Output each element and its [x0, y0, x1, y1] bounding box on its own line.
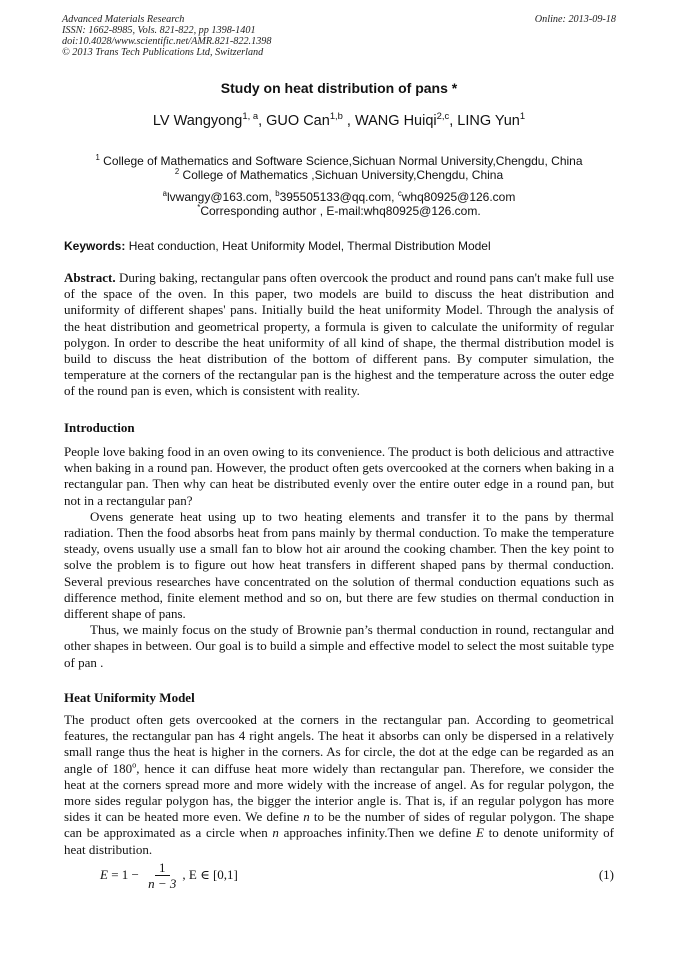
author-sep: , — [449, 113, 458, 129]
paper-title: Study on heat distribution of pans * — [220, 80, 458, 96]
paragraph: Thus, we mainly focus on the study of Brownie pan’s thermal conduction in round, rectangular and other shapes in between. Our goal is to build a simple and effective model to select the most suitable type of pan . — [64, 622, 614, 670]
author-sep: , — [342, 113, 355, 129]
text-run: to denote uniformity of heat distribution. — [64, 825, 614, 857]
affiliation-sup: 1 — [95, 153, 100, 162]
paragraph — [64, 712, 614, 858]
author-sup: 1, a — [242, 110, 259, 122]
copyright-line: © 2013 Trans Tech Publications Ltd, Switzerland — [62, 47, 264, 58]
equation-number: (1) — [598, 867, 614, 882]
author-name: GUO Can — [266, 113, 330, 129]
doi-line: doi:10.4028/www.scientific.net/AMR.821-822.1398 — [62, 36, 272, 47]
abstract-label: Abstract. — [64, 270, 116, 285]
abstract-text: During baking, rectangular pans often overcook the product and round pans can't make full use of the space of the oven. In this paper, two models are build to discuss the heat distribution and uniformity of different shapes' pans. Initially build the heat uniformity Model. Through the analysis of the heat distribution and geometrical property, a formula is given to calculate the uniformity of regular polygon. In order to describe the heat uniformity of all kind of shape, the thermal distribution model is build to discuss the heat distribution of the bottom of different pans. By computer simulation, the temperature at the corners of the rectangular pan is the highest and the temperature across the outer edge of the round pan is even, which is consistent with reality. — [64, 270, 614, 399]
author-sep: , — [258, 113, 267, 129]
abstract — [64, 270, 614, 400]
corresponding-author — [0, 204, 678, 218]
introduction-body — [64, 444, 614, 671]
author-sup: 2,c — [436, 110, 450, 122]
affiliation-text: College of Mathematics and Software Science,Sichuan Normal University,Chengdu, China — [103, 154, 583, 168]
fraction — [144, 860, 180, 891]
keywords — [64, 239, 491, 253]
affiliation-2 — [0, 168, 678, 182]
heat-model-body — [64, 712, 614, 858]
journal-name: Advanced Materials Research — [62, 14, 185, 25]
keywords-label: Keywords: — [64, 239, 126, 253]
email-sup: a — [162, 189, 167, 198]
affiliation-sup: 2 — [174, 167, 180, 176]
section-heading-heat-uniformity-model: Heat Uniformity Model — [64, 690, 195, 705]
affiliation-text: College of Mathematics ,Sichuan University,Chengdu, China — [182, 168, 504, 182]
email-address: 395505133@qq.com, — [279, 190, 398, 204]
affiliation-1 — [0, 154, 678, 168]
text-run: to be the number of sides of regular polygon. The shape can be approximated as a circle when — [64, 809, 614, 841]
section-heading-introduction: Introduction — [64, 420, 135, 435]
text-run: The product often gets overcooked at the corners in the rectangular pan. According to geometrical features, the rectangular pan has 4 right angels. The heat it absorbs can only be dispersed in a relatively small range thus the heat is higher in the corners. As for circle, the dot at the edge can be regarded as an angle of 180 — [64, 712, 614, 776]
math-var: n — [272, 825, 279, 841]
email-sup: b — [275, 189, 280, 198]
keywords-text: Heat conduction, Heat Uniformity Model, Thermal Distribution Model — [125, 239, 491, 253]
equation-1 — [100, 856, 614, 894]
corresponding-sup: * — [197, 203, 201, 212]
email-line — [0, 190, 678, 204]
fraction-denominator: n − 3 — [148, 875, 177, 891]
email-sup: c — [397, 189, 402, 198]
running-header — [62, 14, 442, 58]
corresponding-text: Corresponding author , E-mail:whq80925@126.com. — [200, 204, 481, 218]
online-date: Online: 2013-09-18 — [534, 14, 616, 25]
equation-mid: = 1 − — [107, 867, 143, 882]
author-name: WANG Huiqi — [354, 113, 437, 129]
author-list — [0, 110, 678, 129]
equation-domain: , E ∈ [0,1] — [182, 867, 238, 882]
author-name: LING Yun — [457, 113, 520, 129]
author-name: LV Wangyong — [152, 113, 243, 129]
math-var: n — [303, 809, 310, 825]
issn-line: ISSN: 1662-8985, Vols. 821-822, pp 1398-1401 — [62, 25, 256, 36]
degree-sup: o — [132, 759, 137, 770]
email-address: whq80925@126.com — [401, 190, 516, 204]
author-sup: 1,b — [329, 110, 343, 122]
fraction-numerator: 1 — [155, 860, 170, 876]
paragraph: People love baking food in an oven owing to its convenience. The product is both delicious and attractive when baking in a round pan. However, the product often gets overcooked at the corners when baking in a rectangular pan. Then why can heat be distributed evenly over the entire outer edge in a round pan, but not in a rectangular pan? — [64, 444, 614, 508]
equation-body — [100, 856, 238, 894]
email-address: lvwangy@163.com, — [167, 190, 276, 204]
math-var: E — [475, 825, 484, 841]
equation-lhs: E — [100, 867, 108, 882]
paragraph: Ovens generate heat using up to two heating elements and transfer it to the pans by thermal radiation. Then the food absorbs heat from pans mainly by thermal conduction. To make the temperature steady, ovens usually use a small fan to blow hot air around the cooking chamber. Then the key point to solve the problem is to figure out how heat transfers in different shaped pans by thermal conduction. Several previous researches have concentrated on the solution of thermal conduction equations such as difference method, finite element method and so on, but there are few studies on thermal conduction in different shape of pans. — [64, 508, 614, 622]
author-sup: 1 — [519, 110, 526, 122]
text-run: , hence it can diffuse heat more widely than rectangular pan. Therefore, we consider the heat at the corners spread more and more widely with the increase of angel. As for regular polygon, the more sides regular polygon has, the bigger the interior angle is. That is, if an regular polygon has more sides it can be heated more even. We define — [64, 760, 615, 825]
text-run: approaches infinity.Then we define — [278, 825, 476, 841]
